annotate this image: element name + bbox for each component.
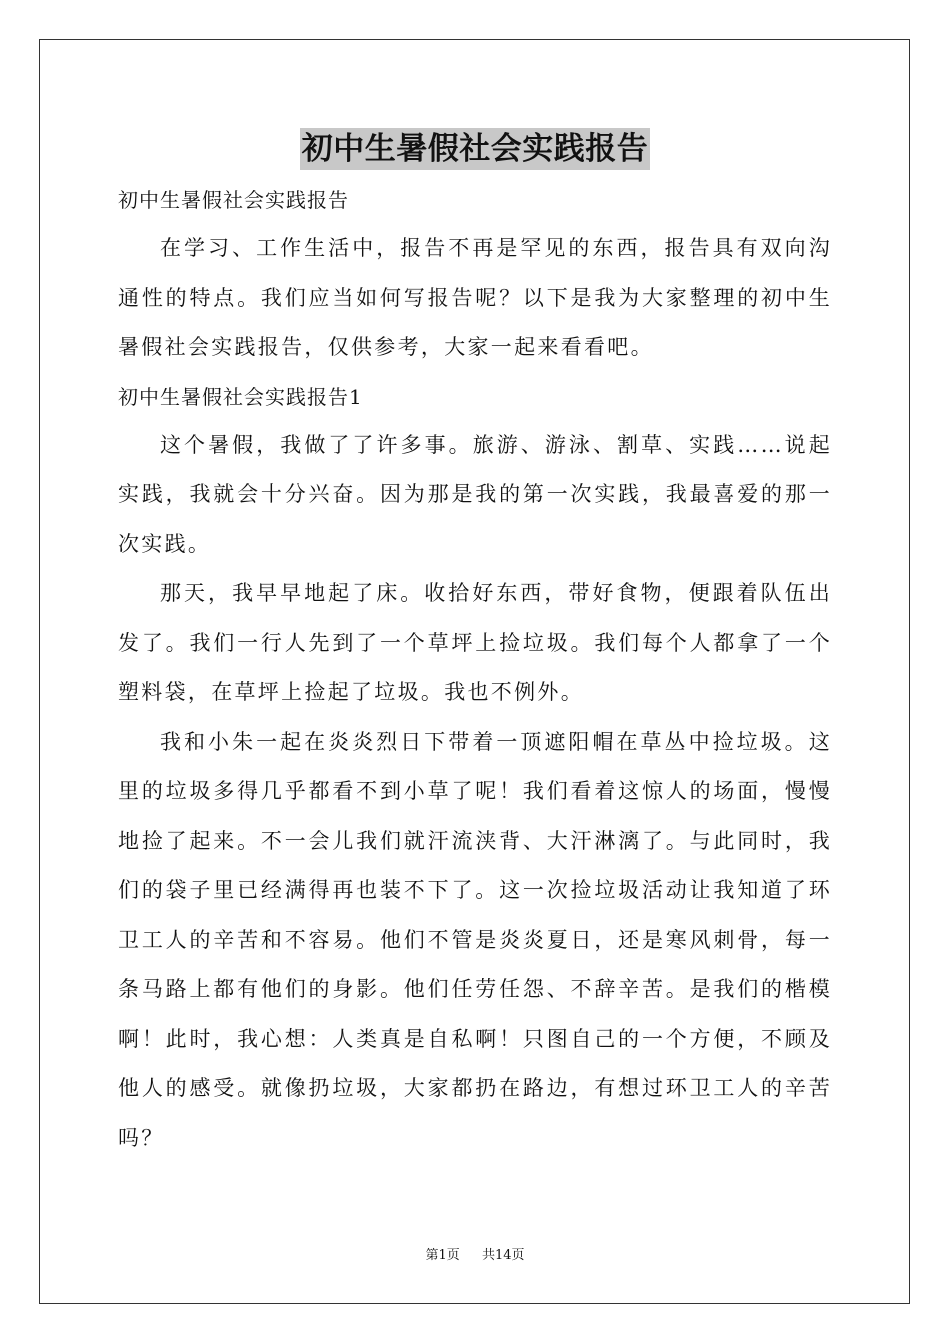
page-number: 第1页: [425, 1248, 460, 1263]
page-footer: [0, 1247, 950, 1265]
title-container: [0, 128, 950, 170]
body-paragraph-3: 我和小朱一起在炎炎烈日下带着一顶遮阳帽在草丛中捡垃圾。这里的垃圾多得几乎都看不到小草了呢！我们看着这惊人的场面，慢慢地捡了起来。不一会儿我们就汗流浃背、大汗淋漓了。与此同时，我们的袋子里已经满得再也装不下了。这一次捡垃圾活动让我知道了环卫工人的辛苦和不容易。他们不管是炎炎夏日，还是寒风刺骨，每一条马路上都有他们的身影。他们任劳任怨、不辞辛苦。是我们的楷模啊！此时，我心想：人类真是自私啊！只图自己的一个方便，不顾及他人的感受。就像扔垃圾，大家都扔在路边，有想过环卫工人的辛苦吗？: [118, 729, 832, 1150]
intro-paragraph: 在学习、工作生活中，报告不再是罕见的东西，报告具有双向沟通性的特点。我们应当如何写报告呢？以下是我为大家整理的初中生暑假社会实践报告，仅供参考，大家一起来看看吧。: [118, 236, 832, 359]
document-subtitle: 初中生暑假社会实践报告: [118, 188, 349, 212]
page-total: 共14页: [482, 1248, 525, 1263]
document-title: 初中生暑假社会实践报告: [300, 128, 651, 170]
body-paragraph-1: 这个暑假，我做了了许多事。旅游、游泳、割草、实践……说起实践，我就会十分兴奋。因为那是我的第一次实践，我最喜爱的那一次实践。: [118, 432, 832, 556]
section-heading: 初中生暑假社会实践报告1: [118, 384, 363, 409]
body-paragraph-2: 那天，我早早地起了床。收拾好东西，带好食物，便跟着队伍出发了。我们一行人先到了一个草坪上捡垃圾。我们每个人都拿了一个塑料袋，在草坪上捡起了垃圾。我也不例外。: [118, 581, 832, 704]
document-body: [118, 176, 832, 1163]
